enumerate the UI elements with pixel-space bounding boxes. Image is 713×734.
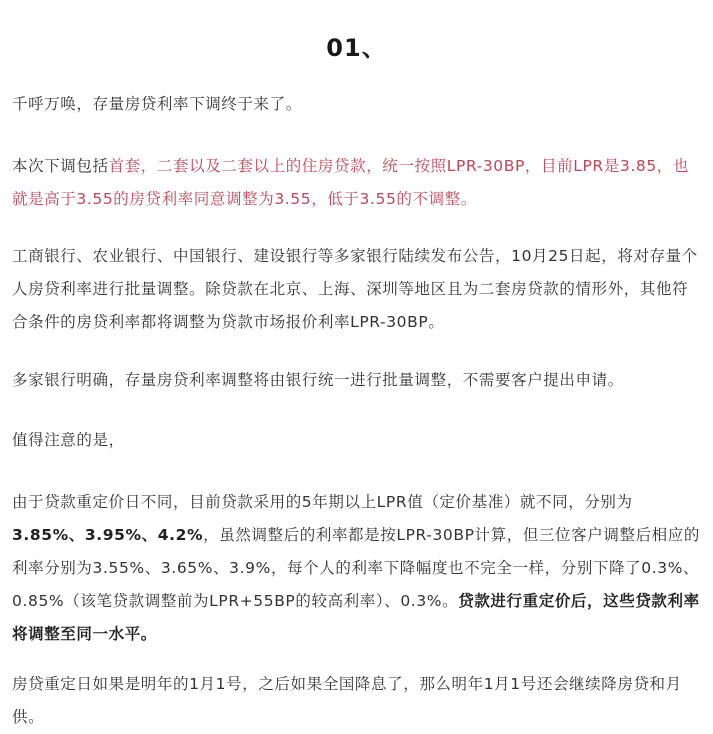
paragraph-adjustment-scope [12,150,702,216]
lpr-rates-bold: 3.85%、3.95%、4.2% [12,526,204,544]
paragraph-note-lead: 值得注意的是， [12,431,125,449]
highlighted-policy-text: 首套，二套以及二套以上的住房贷款，统一按照LPR-30BP，目前LPR是3.85，也就是高于3.55的房贷利率同意调整为3.55，低于3.55的不调整。 [12,157,689,208]
paragraph-batch-adjustment: 多家银行明确，存量房贷利率调整将由银行统一进行批量调整，不需要客户提出申请。 [12,371,624,389]
paragraph-scope-prefix: 本次下调包括 [12,157,109,175]
paragraph-intro: 千呼万唤，存量房贷利率下调终于来了。 [12,95,302,113]
repricing-conclusion-bold: 贷款进行重定价后，这些贷款利率将调整至同一水平。 [12,592,700,643]
paragraph-future-rate-cut: 房贷重定日如果是明年的1月1号，之后如果全国降息了，那么明年1月1号还会继续降房贷和月供。 [12,675,682,726]
section-heading: 01、 [326,34,387,62]
repricing-text-part2: ，虽然调整后的利率都是按LPR-30BP计算，但三位客户调整后相应的利率分别为3.55%、3.65%、3.9%，每个人的利率下降幅度也不完全一样，分别下降了0.3%、0.85%（该笔贷款调整前为LPR+55BP的较高利率）、0.3%。 [12,526,700,610]
repricing-text-part1: 由于贷款重定价日不同，目前贷款采用的5年期以上LPR值（定价基准）就不同，分别为 [12,493,633,511]
paragraph-repricing-detail [12,486,702,651]
paragraph-bank-announcement: 工商银行、农业银行、中国银行、建设银行等多家银行陆续发布公告，10月25日起，将对存量个人房贷利率进行批量调整。除贷款在北京、上海、深圳等地区且为二套房贷款的情形外，其他符合条件的房贷利率都将调整为贷款市场报价利率LPR-30BP。 [12,247,698,331]
